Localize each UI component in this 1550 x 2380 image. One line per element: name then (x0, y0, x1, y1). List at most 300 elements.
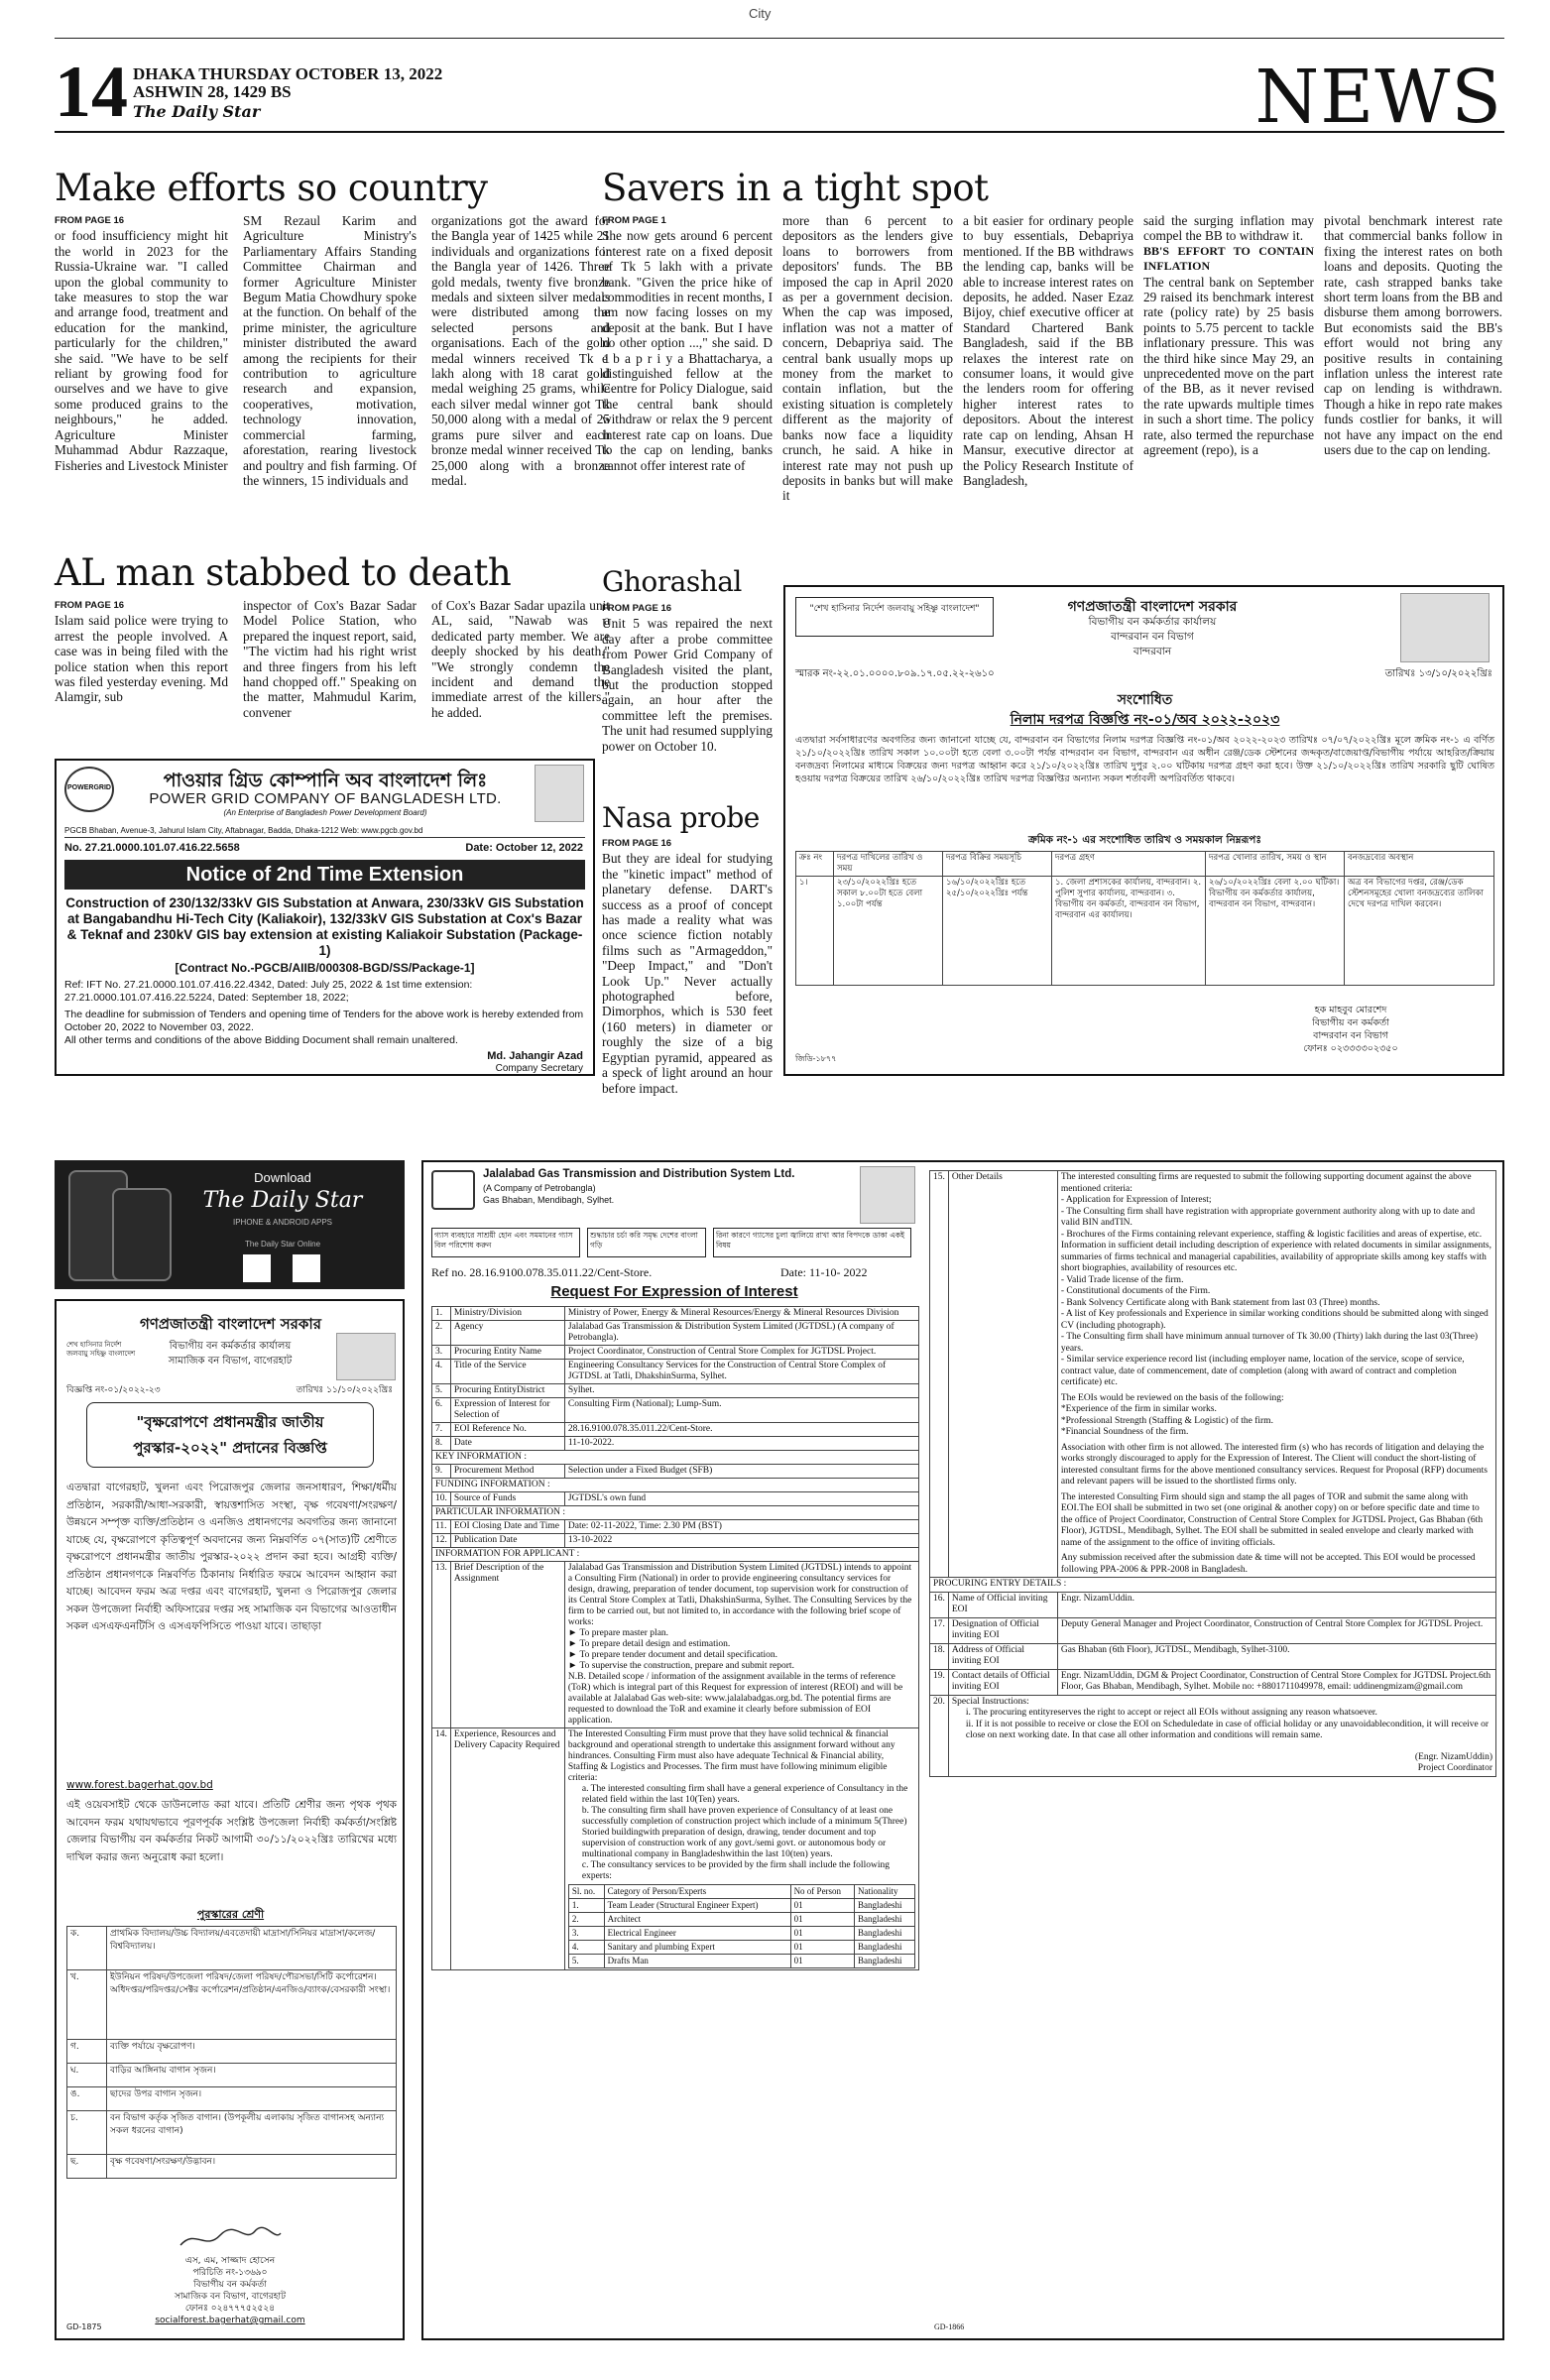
document-item: - Application for Expression of Interest; (1060, 1195, 1212, 1205)
forest2-slogan: শেখ হাসিনার নির্দেশ জলবায়ু সহিষ্ণু বাংলাদেশ (66, 1341, 136, 1358)
table-row (432, 1360, 919, 1384)
table-section-label: KEY INFORMATION : (432, 1451, 919, 1465)
story-column (1143, 213, 1314, 558)
table-cell: 9. (432, 1465, 451, 1479)
forest-place: বান্দরবান (1133, 646, 1172, 657)
table-cell (564, 1562, 918, 1728)
table-cell: 2. (432, 1321, 451, 1346)
instruction-item: ii. If it is not possible to receive or close the EOI on Scheduledate in case of official holiday or any unavoidablecondition, it will receive or close on next working date. In that case all other information and conditions will remain same. (965, 1719, 1490, 1740)
document-item: - The Consulting firm shall have minimum annual turnover of Tk 30.00 (Thirty) lakh during the last 03(Three) years. (1060, 1332, 1479, 1354)
pgcb-sub: (An Enterprise of Bangladesh Power Development Board) (223, 808, 427, 817)
table-row (930, 1669, 1496, 1695)
pgcb-notice-ad (55, 759, 595, 1076)
table-header-cell: দরপত্র খোলার তারিখ, সময় ও স্থান (1206, 852, 1345, 877)
forest-office: বিভাগীয় বন কর্মকর্তার কার্যালয় (1088, 616, 1217, 628)
table-cell: Team Leader (Structural Engineer Expert) (604, 1899, 790, 1913)
table-header-cell: দরপত্র দাখিলের তারিখ ও সময় (834, 852, 943, 877)
table-cell: গ. (67, 2040, 107, 2064)
forest-auction-ad (783, 585, 1504, 1076)
table-cell: Title of the Service (450, 1360, 564, 1384)
table-header-cell: ক্রঃ নং (796, 852, 834, 877)
assignment-nb: N.B. Detailed scope / information of the assignment available in the terms of reference (ToR) which is integral part of this Request for expression of interest (REOI) and will be available at Jalalabad Gas web-site: www.jalalabadgas.org.bd. The potential firms are requested to download the ToR and examine it clearly before submission of EOI application. (567, 1672, 903, 1726)
table-cell: Ministry/Division (450, 1307, 564, 1321)
table-header-row (796, 852, 1494, 877)
table-cell: 28.16.9100.078.35.011.22/Cent-Store. (564, 1423, 918, 1437)
pgcb-logo: POWERGRID (64, 767, 114, 812)
table-cell: Bangladeshi (855, 1941, 915, 1955)
scope-item-text: To prepare tender document and detail specification. (579, 1650, 778, 1660)
table-cell: 4. (568, 1941, 604, 1955)
table-cell: Electrical Engineer (604, 1927, 790, 1941)
table-cell: 17. (930, 1617, 949, 1643)
jgtdsl-slogan: গ্যাস ব্যবহারে সাশ্রয়ী হোন এবং সমমানের গ্যাস বিল পরিশোধ করুন (431, 1228, 580, 1257)
table-cell: Deputy General Manager and Project Coordinator, Construction of Central Store Complex for JGTDSL Project. (1057, 1617, 1495, 1643)
table-row (432, 1534, 919, 1548)
document-item: - Constitutional documents of the Firm. (1060, 1286, 1211, 1296)
ad-code: জিডি-১৮৭৭ (795, 1054, 837, 1063)
forest2-date: তারিখঃ ১১/১০/২০২২খ্রিঃ (296, 1385, 393, 1395)
pgcb-address: PGCB Bhaban, Avenue-3, Jahurul Islam City, Aftabnagar, Badda, Dhaka-1212 Web: www.pgcb.gov.bd (64, 826, 585, 838)
forest-title: নিলাম দরপত্র বিজ্ঞপ্তি নং-০১/অব ২০২২-২০২৩ (1010, 712, 1280, 728)
jgtdsl-company: Jalalabad Gas Transmission and Distribution System Ltd. (483, 1168, 795, 1180)
story-make-efforts (55, 213, 615, 542)
table-cell: বন বিভাগ কর্তৃক সৃজিত বাগান। (উপকূলীয় এলাকায় সৃজিত বাগানসহ অন্যান্য সকল ধরনের বাগান) (107, 2111, 397, 2155)
table-cell: 18. (930, 1643, 949, 1669)
table-cell: প্রাথমিক বিদ্যালয়/উচ্চ বিদ্যালয়/এবতেদায়ী মাদ্রাসা/সিনিয়র মাদ্রাসা/কলেজ/বিশ্ববিদ্যালয়। (107, 1927, 397, 1970)
instruction-item: i. The procuring entityreserves the right to accept or reject all EOIs without assigning any reason whatsoever. (965, 1708, 1377, 1718)
table-cell: 5. (432, 1384, 451, 1398)
table-cell: Publication Date (450, 1534, 564, 1548)
forest-amended: সংশোধিত (1117, 692, 1173, 708)
jgtdsl-title: Request For Expression of Interest (550, 1283, 798, 1300)
table-cell: 14. (432, 1728, 451, 1970)
table-cell: Engineering Consultancy Services for the Construction of Central Store Complex of JGTDSL at Tatli, DhakshinSurma, Sylhet. (564, 1360, 918, 1384)
table-cell: Agency (450, 1321, 564, 1346)
headline-nasa: Nasa probe (602, 801, 760, 834)
table-cell: ইউনিয়ন পরিষদ/উপজেলা পরিষদ/জেলা পরিষদ/পৌরসভা/সিটি কর্পোরেশন। অধিদপ্তর/পরিদপ্তর/সেক্টর কর্পোরেশন/প্রতিষ্ঠান/এনজিও/ব্যাংক/বেসরকারী সংস্থা। (107, 1970, 397, 2040)
download-label: Download (254, 1170, 311, 1185)
ad-code: GD-1875 (66, 2322, 102, 2331)
table-row (432, 1437, 919, 1451)
table-cell: ১. জেলা প্রশাসকের কার্যালয়, বান্দরবান। ২. পুলিশ সুপার কার্যালয়, বান্দরবান। ৩. বিভাগীয় বন কর্মকর্তা, বান্দরবান বন বিভাগ, বান্দরবান এর কার্যালয়। (1052, 877, 1206, 986)
table-cell: 10. (432, 1492, 451, 1506)
award-categories-table (66, 1926, 397, 2179)
table-header-cell: Sl. no. (568, 1885, 604, 1899)
jgtdsl-date: Date: 11-10- 2022 (780, 1265, 868, 1279)
table-cell: Project Coordinator, Construction of Central Store Complex for JGTDSL Project. (564, 1346, 918, 1360)
table-row (796, 877, 1494, 986)
table-row (432, 1307, 919, 1321)
forest2-office: বিভাগীয় বন কর্মকর্তার কার্যালয় (169, 1341, 292, 1352)
table-cell: 1. (432, 1307, 451, 1321)
table-cell: 20. (930, 1695, 949, 1776)
assignment-text: Jalalabad Gas Transmission and Distribution System Limited (JGTDSL) intends to appoint a Consulting Firm (National) in order to provide engineering consultancy services for design, drawing, preparation of tender document, top supervision work for construction of its Central Store Complex at Tatli, DhakshinSurma, Sylhet. The Consulting Services by the firm to be carried out, but not limited to, in accordance with the following brief scope of works: (567, 1563, 912, 1627)
daily-star-logo: The Daily Star (202, 1188, 363, 1213)
criteria-item: c. The consultancy services to be provided by the firm shall include the following experts: (581, 1860, 890, 1881)
table-row (930, 1617, 1496, 1643)
table-cell: Engr. NizamUddin, DGM & Project Coordinator, Construction of Central Store Complex for JGTDSL Project.6th Floor, Gas Bhaban, Mendibagh, Sylhet. Mobile no: +8801711049978, email: uddinengmizam@gmail.com (1057, 1669, 1495, 1695)
scope-item: ► To supervise the construction, prepare and submit report. (567, 1661, 794, 1671)
table-header-cell: দরপত্র গ্রহণ (1052, 852, 1206, 877)
from-page: FROM PAGE 16 (55, 215, 125, 226)
forest2-title: "বৃক্ষরোপণে প্রধানমন্ত্রীর জাতীয় পুরস্কার-২০২২" প্রদানের বিজ্ঞপ্তি (86, 1402, 374, 1468)
story-text: said the surging inflation may compel the BB to withdraw it. (1143, 213, 1314, 244)
table-cell: Procuring Entity Name (450, 1346, 564, 1360)
table-cell: 6. (432, 1398, 451, 1423)
table-cell: ছাদের উপর বাগান সৃজন। (107, 2087, 397, 2111)
evaluation-item: *Financial Soundness of the firm. (1060, 1427, 1189, 1437)
jgtdsl-sub2: Gas Bhaban, Mendibagh, Sylhet. (483, 1195, 615, 1205)
table-row (568, 1899, 914, 1913)
table-cell: 01 (790, 1955, 854, 1968)
table-row (930, 1643, 1496, 1669)
table-cell: ১। (796, 877, 834, 986)
experience-text: The Interested Consulting Firm must prove that they have solid technical & financial background and operational strength to undertake this assignment forward without any hindrances. Consulting Firm must also have adequate Technical & Financial ability, Staffing & Logistics and Processes. The firm must have following minimum eligible criteria: (567, 1729, 895, 1783)
table-header-row (568, 1885, 914, 1899)
story-al-man (55, 598, 615, 735)
table-cell (1057, 1171, 1495, 1578)
pgcb-signer: Md. Jahangir Azad (487, 1050, 583, 1062)
story-column: more than 6 percent to depositors as the lenders give loans to borrowers from depositors' funds. The BB imposed the cap in April 2020 as per a government decision. When the cap was imposed, inflation was not a matter of concern, Debapriya said. The central bank usually mops up money from the market to contain inflation, but the existing situation is completely different as the majority of banks now face a liquidity crunch, he said. A hike in interest rate may not push up deposits in banks but will make it (782, 213, 953, 504)
table-cell: খ. (67, 1970, 107, 2040)
table-row (67, 1927, 397, 1970)
table-cell: ক. (67, 1927, 107, 1970)
table-cell: Bangladeshi (855, 1955, 915, 1968)
table-cell: Bangladeshi (855, 1927, 915, 1941)
table-cell: অত্র বন বিভাগের দপ্তর, রেঞ্জ/ডেক স্টেশনসমূহের খোলা বনজদ্রব্যের তালিকা দেখে দরপত্র দাখিল করবেন। (1345, 877, 1494, 986)
table-cell: Sanitary and plumbing Expert (604, 1941, 790, 1955)
forest2-division: সামাজিক বন বিভাগ, বাগেরহাট (168, 1356, 293, 1367)
story-text: She now gets around 6 percent interest rate on a fixed deposit of Tk 5 lakh with a private bank. "Given the price hike of commodities in recent months, I am now facing losses on my deposit at the bank. But I have no other option ...," she said. D e b a p r i y a Bhattacharya, a distinguished fellow at the Centre for Policy Dialogue, said the central bank should withdraw or relax the 9 percent interest rate cap on loans. Due to the cap on lending, banks cannot offer interest rate of (602, 228, 773, 473)
forest-table (795, 851, 1494, 986)
table-cell: 15. (930, 1171, 949, 1578)
table-cell: 2. (568, 1913, 604, 1927)
table-row (432, 1398, 919, 1423)
special-instructions-label: Special Instructions: (951, 1696, 1029, 1707)
portrait-photo (1400, 593, 1490, 662)
section-row (432, 1506, 919, 1520)
table-cell: Experience, Resources and Delivery Capacity Required (450, 1728, 564, 1970)
table-cell: Bangladeshi (855, 1899, 915, 1913)
story-column: pivotal benchmark interest rate that commercial banks follow in fixing the interest rates on both loans and deposits. Quoting the rate, cash strapped banks take short term loans from the BB and disburse them among borrowers. But economists said the BB's effort would not bring any positive results in containing inflation unless the interest rate cap on lending is withdrawn. Though a hike in repo rate makes funds costlier for banks, it will not have any impact on the end users due to the cap on lending. (1324, 213, 1502, 458)
story-text: The central bank on September 29 raised its benchmark interest rate (policy rate) by 25 basis points to 5.75 percent to tackle inflationary pressure. This was the third hike since May 29, an unprecedented move on the part of the BB, as it never revised the rate upwards multiple times in such a short time. The policy rate, also termed the repurchase agreement (repo), is a (1143, 274, 1314, 458)
table-cell: Procuring EntityDistrict (450, 1384, 564, 1398)
scope-item: ► To prepare detail design and estimation. (567, 1639, 731, 1649)
table-cell: Expression of Interest for Selection of (450, 1398, 564, 1423)
forest-signature-block (1222, 1004, 1480, 1055)
table-cell: 16. (930, 1592, 949, 1617)
table-cell: Architect (604, 1913, 790, 1927)
section-row (432, 1479, 919, 1492)
jgtdsl-slogan: শুদ্ধাচার চর্চা করি সমৃদ্ধ দেশের বাংলা গড়ি (587, 1228, 706, 1257)
table-cell: 19. (930, 1669, 949, 1695)
table-cell: ২৬/১০/২০২২খ্রিঃ বেলা ২.০০ ঘটিকা। বিভাগীয় বন কর্মকর্তার কার্যালয়, বান্দরবান বন বিভাগ, বান্দরবান। (1206, 877, 1345, 986)
table-cell: ১৬/১০/২০২২খ্রিঃ হতে ২৫/১০/২০২২খ্রিঃ পর্যন্ত (943, 877, 1052, 986)
table-cell: Jalalabad Gas Transmission & Distribution System Limited (JGTDSL) (A company of Petrobangla). (564, 1321, 918, 1346)
document-item: - A list of Key professionals and Experience in similar working conditions should be submitted along with singed CV (including photograph). (1060, 1309, 1489, 1331)
table-cell: Designation of Official inviting EOI (948, 1617, 1057, 1643)
table-row (67, 2087, 397, 2111)
instruction-text: The procuring entityreserves the right to accept or reject all EOIs without assigning any reason whatsoever. (973, 1708, 1377, 1718)
evaluation-item: *Professional Strength (Staffing & Logistic) of the firm. (1060, 1415, 1273, 1426)
jgtdsl-ref: Ref no. 28.16.9100.078.35.011.22/Cent-Store. (431, 1265, 653, 1279)
table-row (67, 2155, 397, 2179)
table-cell: Procurement Method (450, 1465, 564, 1479)
table-cell: Selection under a Fixed Budget (SFB) (564, 1465, 918, 1479)
table-cell: 01 (790, 1927, 854, 1941)
table-section-label: PROCURING ENTRY DETAILS : (930, 1578, 1496, 1593)
story-column (602, 213, 773, 558)
phone-mockup (112, 1188, 172, 1281)
document-item: - Valid Trade license of the firm. (1060, 1274, 1184, 1285)
story-text: or food insufficiency might hit the world in 2023 for the Russia-Ukraine war. "I called upon the global community to take measures to stop the war and arrange food, treatment and education for the mankind, particularly for the children," she said. "We have to be self reliant by growing food for ourselves and we have to give some produced grains to the neighbours," he added. Agriculture Minister Muhammad Abdur Razzaque, Fisheries and Livestock Minister (55, 228, 228, 473)
from-page: FROM PAGE 16 (602, 603, 672, 614)
table-row (432, 1520, 919, 1534)
scope-item-text: To supervise the construction, prepare and submit report. (579, 1661, 794, 1671)
table-cell: Name of Official inviting EOI (948, 1592, 1057, 1617)
evaluation-item: *Experience of the firm in similar works. (1060, 1404, 1217, 1414)
table-section-label: INFORMATION FOR APPLICANT : (432, 1548, 919, 1562)
table-cell: Address of Official inviting EOI (948, 1643, 1057, 1669)
scope-item-text: To prepare master plan. (579, 1628, 669, 1638)
story-ghorashal (602, 601, 773, 799)
table-cell: Contact details of Official inviting EOI (948, 1669, 1057, 1695)
scope-item-text: To prepare detail design and estimation. (579, 1639, 731, 1649)
story-nasa (602, 836, 773, 1096)
table-row (432, 1492, 919, 1506)
table-cell: Date: 02-11-2022, Time: 2.30 PM (BST) (564, 1520, 918, 1534)
table-cell: Source of Funds (450, 1492, 564, 1506)
portrait-photo (535, 765, 584, 822)
jgtdsl-sub1: (A Company of Petrobangla) (483, 1183, 596, 1193)
pgcb-banner: Notice of 2nd Time Extension (64, 860, 585, 890)
table-row (432, 1562, 919, 1728)
bangla-date: ASHWIN 28, 1429 BS (133, 82, 292, 101)
pgcb-bangla-name: পাওয়ার গ্রিড কোম্পানি অব বাংলাদেশ লিঃ (163, 770, 488, 791)
pgcb-body2: All other terms and conditions of the above Bidding Document shall remain unaltered. (64, 1034, 458, 1046)
table-cell: 4. (432, 1360, 451, 1384)
criteria-text: The consultancy services to be provided by the firm shall include the following experts: (581, 1860, 890, 1881)
table-cell: 13. (432, 1562, 451, 1728)
forest-memo: স্মারক নং-২২.০১.০০০০.৮০৯.১৭.০৫.২২-২৬১০ (795, 668, 995, 679)
table-cell: Brief Description of the Assignment (450, 1562, 564, 1728)
from-page: FROM PAGE 1 (602, 215, 666, 226)
signer-name: এস, এম, সাজ্জাদ হোসেন (184, 2256, 276, 2266)
table-row (568, 1927, 914, 1941)
signer-name: হক মাহবুব মোরশেদ (1314, 1005, 1387, 1015)
table-row (930, 1695, 1496, 1776)
table-header-cell: বনজদ্রব্যের অবস্থান (1345, 852, 1494, 877)
experts-table (568, 1884, 915, 1968)
social-forest-award-ad (55, 1299, 405, 2340)
table-row (568, 1955, 914, 1968)
story-column (55, 598, 228, 735)
jgtdsl-eoi-ad (421, 1160, 1504, 2340)
forest2-web: www.forest.bagerhat.gov.bd (66, 1779, 213, 1791)
table-cell (948, 1695, 1495, 1776)
story-column: of Cox's Bazar Sadar upazila unit AL, said, "Nawab was a dedicated party member. We are deeply shocked by his death." "We strongly condemn the incident and demand the immediate arrest of the killers," he added. (431, 598, 610, 720)
story-column: inspector of Cox's Bazar Sadar Model Police Station, who prepared the inquest report, said, "The victim had his right wrist and three fingers from his left hand chopped off." Speaking on the matter, Mahmudul Karim, convener (243, 598, 417, 720)
forest2-body2: এই ওয়েবসাইট থেকে ডাউনলোড করা যাবে। প্রতিটি শ্রেণীর জন্য পৃথক পৃথক আবেদন ফরম যথাযথভাবে পূরণপূর্বক সংশ্লিষ্ট উপজেলা নির্বাহী কর্মকর্তা/সংশ্লিষ্ট জেলার বিভাগীয় বন কর্মকর্তার নিকট আগামী ৩০/১১/২০২২খ্রিঃ তারিখের মধ্যে দাখিল করার জন্য অনুরোধ করা হলো। (66, 1799, 397, 1863)
section-row (930, 1578, 1496, 1593)
headline-al-man: AL man stabbed to death (55, 551, 512, 594)
signer-email: socialforest.bagerhat@gmail.com (155, 2316, 305, 2325)
section-row (432, 1451, 919, 1465)
scope-item: ► To prepare master plan. (567, 1628, 669, 1638)
qr-code (293, 1254, 320, 1282)
masthead-logo: The Daily Star (133, 102, 261, 121)
section-title: NEWS (1254, 55, 1502, 140)
section-label: City (749, 6, 772, 21)
table-cell: Date (450, 1437, 564, 1451)
table-cell: 01 (790, 1913, 854, 1927)
document-item: - Bank Solvency Certificate along with Bank statement from last 03 (Three) months. (1060, 1297, 1380, 1308)
table-row (67, 2064, 397, 2087)
table-cell: Other Details (948, 1171, 1057, 1578)
dateline: DHAKA THURSDAY OCTOBER 13, 2022 (133, 64, 443, 83)
table-cell: Bangladeshi (855, 1913, 915, 1927)
jgtdsl-logo (431, 1170, 475, 1210)
table-row (67, 2111, 397, 2155)
header-rule (55, 131, 1504, 133)
table-cell (564, 1728, 918, 1970)
story-subhead: BB'S EFFORT TO CONTAIN INFLATION (1143, 243, 1314, 274)
headline-ghorashal: Ghorashal (602, 565, 742, 598)
forest2-govt: গণপ্রজাতন্ত্রী বাংলাদেশ সরকার (140, 1315, 321, 1333)
table-row (67, 2040, 397, 2064)
story-column: a bit easier for ordinary people to buy essentials, Debapriya mentioned. If the BB withdraws the lending cap, banks will be able to increase interest rates on deposits, he added. Naser Ezaz Bijoy, chief executive officer at Standard Chartered Bank Bangladesh, said if the BB relaxes the interest rate on consumer loans, it would give the lenders room for offering higher interest rates to depositors. About the interest rate cap on lending, Ahsan H Mansur, executive director at the Policy Research Institute of Bangladesh, (963, 213, 1133, 488)
table-row (67, 1970, 397, 2040)
signer-place: বান্দরবান বন বিভাগ (1313, 1030, 1388, 1041)
signature-scribble (176, 2223, 285, 2253)
scope-item: ► To prepare tender document and detail specification. (567, 1650, 778, 1660)
table-cell: Drafts Man (604, 1955, 790, 1968)
forest2-cat-title: পুরস্কারের শ্রেণী (196, 1908, 265, 1921)
table-cell: 1. (568, 1899, 604, 1913)
table-cell: EOI Reference No. (450, 1423, 564, 1437)
eoi-table-left (431, 1306, 919, 1970)
table-row (568, 1913, 914, 1927)
signer-phone: ফোনঃ ০২৩৩৩৩০২৩৫০ (1303, 1043, 1398, 1054)
table-cell: চ. (67, 2111, 107, 2155)
table-cell: ২৩/১০/২০২২খ্রিঃ হতে সকাল ৮.০০টা হতে বেলা ১.০০টা পর্যন্ত (834, 877, 943, 986)
table-section-label: PARTICULAR INFORMATION : (432, 1506, 919, 1520)
section-row (432, 1548, 919, 1562)
forest-sub: ক্রমিক নং-১ এর সংশোধিত তারিখ ও সময়কাল নিম্নরূপঃ (1028, 834, 1261, 846)
criteria-item: b. The consulting firm shall have proven experience of Consultancy of at least one successfully completion of construction project which include of a minimum 5(Three) Storied buildingwith preparation of design, drawing, tender document and top supervision of construction work of any govt./semi govt. or autonomous body or multinational company in Bangladeshwithin the last 10(ten) years. (581, 1806, 907, 1859)
story-text: Unit 5 was repaired the next day after a probe committee from Power Grid Company of Bangladesh visited the plant, but the production stopped again, an hour after the committee left the premises. The unit had resumed supplying power on October 10. (602, 616, 773, 754)
table-row (432, 1728, 919, 1970)
table-cell: 7. (432, 1423, 451, 1437)
table-cell: ঘ. (67, 2064, 107, 2087)
instruction-text: If it is not possible to receive or close the EOI on Scheduledate in case of official holiday or any unavoidablecondition, it will receive or close on next working date. In that case all other information and conditions will remain same. (965, 1719, 1490, 1740)
table-cell: Engr. NizamUddin. (1057, 1592, 1495, 1617)
from-page: FROM PAGE 16 (55, 600, 125, 611)
table-cell: 12. (432, 1534, 451, 1548)
table-cell: 11. (432, 1520, 451, 1534)
table-row (432, 1465, 919, 1479)
qr-code (243, 1254, 271, 1282)
table-row (930, 1171, 1496, 1578)
table-cell: Sylhet. (564, 1384, 918, 1398)
table-row (432, 1384, 919, 1398)
table-header-cell: Nationality (855, 1885, 915, 1899)
eoi-table-right (929, 1170, 1496, 1777)
story-column (55, 213, 228, 542)
signer-name: (Engr. NizamUddin) (1414, 1751, 1492, 1762)
forest-division: বান্দরবান বন বিভাগ (1111, 631, 1194, 643)
paragraph: The interested Consulting Firm should sign and stamp the all pages of TOR and submit the same along with EOI.The EOI shall be submitted in two set (one original & another copy) on or before specific date and time to the office of Project Coordinator, Construction of Central Store Complex for JGTDSL Project, Gas Bhaban (6th Floor), JGTDSL, Mendibagh, Sylhet. The EOI shall be submitted in sealed envelope and clearly marked with name of the assignment to the office of inviting officials. (1060, 1491, 1484, 1548)
evaluation-intro: The EOIs would be reviewed on the basis of the following: (1060, 1392, 1284, 1403)
table-cell: 3. (568, 1927, 604, 1941)
table-cell: Ministry of Power, Energy & Mineral Resources/Energy & Mineral Resources Division (564, 1307, 918, 1321)
table-cell: 5. (568, 1955, 604, 1968)
table-cell: ছ. (67, 2155, 107, 2179)
story-text: But they are ideal for studying the "kinetic impact" method of planetary defense. DART's success as a proof of concept has made a reality what was once science fiction notably films such as "Armageddon," "Deep Impact," and "Don't Look Up." Never actually photographed before, Dimorphos, which is 530 feet (160 meters) in diameter or roughly the size of a big Egyptian pyramid, appeared as a speck of light around an hour before impact. (602, 851, 773, 1096)
criteria-item: a. The interested consulting firm shall have a general experience of Consultancy in the related field within the last 10(Ten) years. (581, 1784, 908, 1805)
table-header-cell: Category of Person/Experts (604, 1885, 790, 1899)
pgcb-name: POWER GRID COMPANY OF BANGLADESH LTD. (149, 790, 502, 807)
table-cell: EOI Closing Date and Time (450, 1520, 564, 1534)
table-cell: Consulting Firm (National); Lump-Sum. (564, 1398, 918, 1423)
headline-savers: Savers in a tight spot (602, 167, 989, 209)
jgtdsl-slogan: রিনা কারণে গ্যাসের চুলা জ্বালিয়ে রাখা আর বিপদকে ডাকা একই বিষয় (713, 1228, 911, 1257)
document-item: - Brochures of the Firms containing relevant experience, staffing & logistic facilities and areas of expertise, etc. Information in sufficient detail including description of experience with related documents in similar assignments, summaries of firms technical and managerial capabilities, availability of appropriate skills among key staffs with short biographies, availability of resources etc. (1060, 1229, 1491, 1273)
forest-body: এতদ্বারা সর্বসাধারণের অবগতির জন্য জানানো যাচ্ছে যে, বান্দরবান বন বিভাগের নিলাম দরপত্র বিজ্ঞপ্তি নং-০১/অব ২০২২-২০২৩ তারিখঃ ০৭/০৭/২০২২খ্রিঃ মূলে ক্রমিক নং-১ এ বর্ণিত ২১/১০/২০২২খ্রিঃ তারিখ সকাল ১০.০০টা হতে বেলা ৩.০০টা পর্যন্ত বান্দরবান বন বিভাগ, বান্দরবান এর অধীন রেঞ্জ/ডেক স্টেশনের জব্দকৃত/বাজেয়াপ্ত/বিভাগীয় পর্যায়ে আহরিত/ক্রিয়ায় বনজদ্রব্য নিলামের মাধ্যমে বিক্রয়ের জন্য দরপত্র আহ্বান করে ২১/১০/২০২২খ্রিঃ তারিখ দুপুর ২.০০ ঘটিকায় দরপত্র গ্রহণ করা হবে। উক্ত ২১/১০/২০২২খ্রিঃ তারিখ সরকারি ছুটি ঘোষিত হওয়ায় দরপত্র বিক্রয়ের তারিখ ২৬/১০/২০২২খ্রিঃ তারিখ দরপত্র বিজ্ঞপ্তির অন্যান্য সকল শর্তাবলী অপরিবর্তিত থাকবে। (795, 735, 1494, 784)
criteria-text: The consulting firm shall have proven experience of Consultancy of at least one successfully completion of construction project which include of a minimum 5(Three) Storied buildingwith preparation of design, drawing, tender document and top supervision of construction work of any govt./semi govt. or autonomous body or multinational company in Bangladeshwithin the last 10(ten) years. (581, 1806, 907, 1859)
ad-code: GD-1866 (934, 2322, 965, 2331)
other-details-intro: The interested consulting firms are requested to submit the following supporting document against the above mentioned criteria: (1060, 1172, 1472, 1194)
table-cell: 8. (432, 1437, 451, 1451)
story-text: Islam said police were trying to arrest the people involved. A case was in being filed with the police station when this report was filed yesterday evening. Md Alamgir, sub (55, 613, 228, 705)
story-savers (602, 213, 1504, 558)
signer-title: বিভাগীয় বন কর্মকর্তা (1312, 1017, 1389, 1028)
signature (176, 2223, 285, 2253)
pgcb-date: Date: October 12, 2022 (465, 842, 583, 854)
page-number: 14 (55, 52, 128, 133)
pgcb-contract: [Contract No.-PGCB/AIIB/000308-BGD/SS/Package-1] (175, 961, 475, 975)
pgcb-ref: No. 27.21.0000.101.07.416.22.5658 (64, 842, 240, 854)
table-header-cell: No of Person (790, 1885, 854, 1899)
table-cell: JGTDSL's own fund (564, 1492, 918, 1506)
table-cell: 01 (790, 1899, 854, 1913)
table-cell: 13-10-2022 (564, 1534, 918, 1548)
document-item: - The Consulting firm shall have registration with appropriate government authority along with up to date and valid BIN andTIN. (1060, 1206, 1476, 1228)
table-cell: Gas Bhaban (6th Floor), JGTDSL, Mendibagh, Sylhet-3100. (1057, 1643, 1495, 1669)
portrait-photo (860, 1166, 915, 1224)
pgcb-signer-title: Company Secretary (495, 1063, 583, 1074)
signer-title: Project Coordinator (1417, 1763, 1492, 1773)
table-row (568, 1941, 914, 1955)
signer-id: পরিচিতি নং-১৩৬৯০ (192, 2268, 268, 2278)
from-page: FROM PAGE 16 (602, 838, 672, 849)
forest-govt: গণপ্রজাতন্ত্রী বাংলাদেশ সরকার (1067, 599, 1238, 615)
forest2-body: এতদ্বারা বাগেরহাট, খুলনা এবং পিরোজপুর জেলার জনসাধারণ, শিক্ষা/ধর্মীয় প্রতিষ্ঠান, সরকারী/আধা-সরকারী, স্বায়ত্তশাসিত সংস্থা, বৃক্ষ গবেষণা/সংরক্ষণ/উন্নয়নে সম্পৃক্ত ব্যক্তি/প্রতিষ্ঠান ও এনজিও প্রধানগণের অবগতির জন্য জানানো যাচ্ছে যে, বৃক্ষরোপণে কৃতিত্বপূর্ণ অবদানের জন্য নিম্নবর্ণিত ০৭(সাত)টি শ্রেণীতে বৃক্ষরোপণে প্রধানমন্ত্রীর জাতীয় পুরস্কার-২০২২ প্রদান করা হবে। আগ্রহী ব্যক্তি/প্রতিষ্ঠান প্রধানগণকে নিম্নবর্ণিত ঠিকানায় নির্ধারিত ফরমে আবেদন আহ্বান করা যাচ্ছে। আবেদন ফরম অত্র দপ্তর এবং বাগেরহাট, খুলনা ও পিরোজপুর জেলার সকল উপজেলা নির্বাহী অফিসারের দপ্তর সহ সামাজিক বন বিভাগের আওতাধীন সকল এসএফএনটিসি ও এসএফপিসিতে পাওয়া যাবে। তাছাড়া (66, 1482, 397, 1632)
pgcb-refs: Ref: IFT No. 27.21.0000.101.07.416.22.4342, Dated: July 25, 2022 & 1st time extension: 27.21.0000.101.07.416.22.5224, Dated: September 18, 2022; (64, 979, 473, 1004)
table-header-cell: দরপত্র বিক্রির সময়সূচি (943, 852, 1052, 877)
forest-slogan: "শেখ হাসিনার নির্দেশ জলবায়ু সহিষ্ণু বাংলাদেশ" (795, 597, 994, 637)
story-column: organizations got the award for the Bangla year of 1425 while 21 individuals and organizations for the Bangla year of 1426. Three gold medals, twenty five bronze medals and sixteen silver medals were distributed among the selected persons and organisations. Each of the gold medal winners received Tk 1 lakh along with 18 carat gold medal weighing 25 grams, while each silver medal winner got Tk 50,000 along with a medal of 25 grams pure silver and each bronze medal winner received Tk 25,000 along with a bronze medal. (431, 213, 610, 488)
table-cell: বৃক্ষ গবেষণা/সংরক্ষণ/উদ্ভাবন। (107, 2155, 397, 2179)
daily-star-app-ad (55, 1160, 405, 1289)
pgcb-subject: Construction of 230/132/33kV GIS Substation at Anwara, 230/33kV GIS Substation at Bangabandhu Hi-Tech City (Kaliakoir), 132/33kV GIS Substation at Cox's Bazar & Teknaf and 230kV GIS bay extension at existing Kaliakoir Substation (Package-1) (65, 895, 584, 958)
online-label: The Daily Star Online (244, 1240, 321, 1249)
table-row (432, 1423, 919, 1437)
signer-title: বিভাগীয় বন কর্মকর্তা (193, 2280, 267, 2290)
top-rule (55, 38, 1504, 39)
table-row (432, 1346, 919, 1360)
forest-date: তারিখঃ ১৩/১০/২০২২খ্রিঃ (1384, 668, 1492, 679)
